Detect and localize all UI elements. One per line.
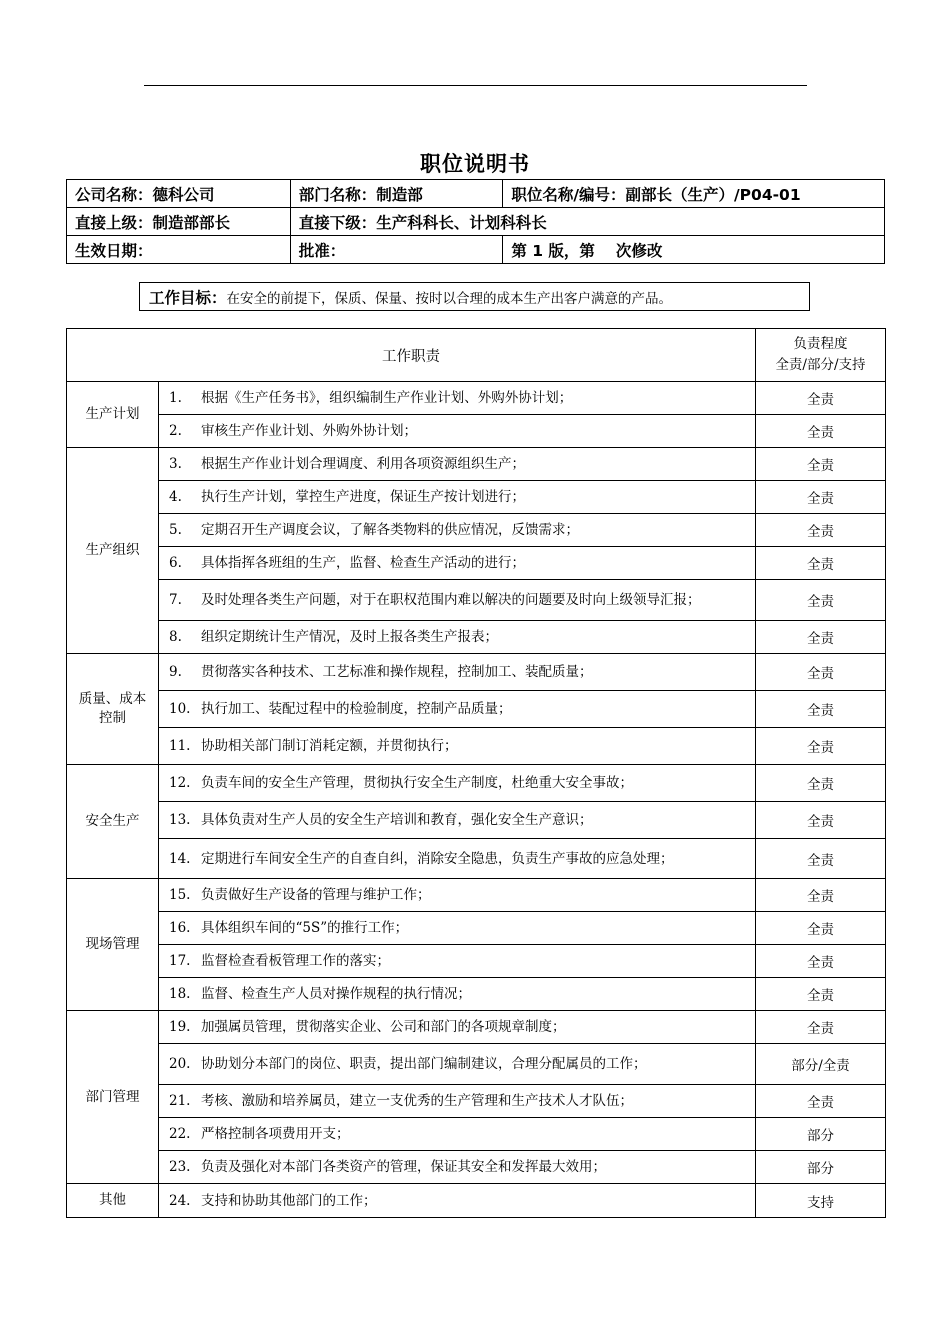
duty-responsibility-level: 全责 [756,728,886,765]
duty-number: 22. [169,1126,191,1142]
duty-number: 11. [169,738,191,754]
duty-number: 18. [169,986,191,1002]
effective-date: 生效日期： [67,236,291,264]
duty-row [67,382,886,415]
duty-task-cell [159,728,756,765]
approval: 批准： [290,236,503,264]
duty-text: 执行生产计划，掌控生产进度，保证生产按计划进行； [201,489,525,505]
duty-task-cell [159,945,756,978]
version-info: 第 1 版，第 次修改 [503,236,885,264]
duty-task-cell [159,481,756,514]
info-row [67,180,885,208]
duty-category: 部门管理 [67,1011,159,1184]
duty-responsibility-level: 全责 [756,839,886,879]
duty-responsibility-level: 全责 [756,547,886,580]
duty-number: 9. [169,664,182,680]
direct-subordinate: 直接下级：生产科科长、计划科科长 [290,208,884,236]
duty-text: 监督检查看板管理工作的落实； [201,953,390,969]
duty-row [67,547,886,580]
duty-responsibility-level: 全责 [756,1011,886,1044]
duty-row [67,580,886,621]
duty-row [67,448,886,481]
duty-number: 15. [169,887,191,903]
duty-text: 执行加工、装配过程中的检验制度，控制产品质量； [201,701,512,717]
duty-task-cell [159,415,756,448]
duty-text: 根据生产作业计划合理调度、利用各项资源组织生产； [201,456,525,472]
duty-row [67,481,886,514]
duty-row [67,415,886,448]
duty-responsibility-level: 全责 [756,514,886,547]
duty-responsibility-level: 全责 [756,945,886,978]
duty-row [67,978,886,1011]
duty-task-cell [159,912,756,945]
duty-task-cell [159,691,756,728]
duty-number: 2. [169,423,182,439]
duty-row [67,912,886,945]
duty-row [67,728,886,765]
duty-text: 监督、检查生产人员对操作规程的执行情况； [201,986,471,1002]
header-level-line-1: 负责程度 [793,336,848,352]
company-name: 公司名称：德科公司 [67,180,291,208]
duty-responsibility-level: 全责 [756,912,886,945]
duty-task-cell [159,514,756,547]
duty-number: 7. [169,592,182,608]
duty-responsibility-level: 全责 [756,654,886,691]
duty-text: 具体指挥各班组的生产，监督、检查生产活动的进行； [201,555,525,571]
duty-number: 24. [169,1192,191,1209]
duty-responsibility-level: 全责 [756,481,886,514]
duty-text: 协助划分本部门的岗位、职责，提出部门编制建议，合理分配属员的工作； [201,1056,647,1072]
duty-row [67,765,886,802]
header-responsibility [756,329,886,382]
position-name: 职位名称/编号：副部长（生产）/P04-01 [503,180,885,208]
duty-table-body [67,329,886,1218]
duty-text: 审核生产作业计划、外购外协计划； [201,423,417,439]
duty-responsibility-level: 全责 [756,448,886,481]
duty-text: 负责做好生产设备的管理与维护工作； [201,887,431,903]
duty-task-cell [159,448,756,481]
duty-number: 10. [169,701,191,717]
duty-category: 现场管理 [67,879,159,1011]
duty-text: 具体负责对生产人员的安全生产培训和教育，强化安全生产意识； [201,812,593,828]
duty-number: 13. [169,812,191,828]
duty-text: 负责车间的安全生产管理，贯彻执行安全生产制度，杜绝重大安全事故； [201,775,633,791]
duty-number: 14. [169,850,191,867]
duty-category: 生产计划 [67,382,159,448]
duty-row [67,691,886,728]
duty-task-cell [159,879,756,912]
duty-category: 生产组织 [67,448,159,654]
duty-text: 及时处理各类生产问题，对于在职权范围内难以解决的问题要及时向上级领导汇报； [201,592,701,608]
info-row [67,208,885,236]
duty-task-cell [159,1044,756,1085]
duty-task-cell [159,978,756,1011]
duty-text: 负责及强化对本部门各类资产的管理，保证其安全和发挥最大效用； [201,1159,606,1175]
duty-number: 8. [169,629,182,645]
duty-row [67,514,886,547]
duty-responsibility-level: 全责 [756,879,886,912]
duty-text: 贯彻落实各种技术、工艺标准和操作规程，控制加工、装配质量； [201,664,593,680]
duty-responsibility-level: 支持 [756,1184,886,1218]
duty-text: 严格控制各项费用开支； [201,1126,350,1142]
duty-responsibility-level: 全责 [756,415,886,448]
duty-text: 协助相关部门制订消耗定额，并贯彻执行； [201,738,458,754]
department-name: 部门名称：制造部 [290,180,503,208]
duty-task-cell [159,802,756,839]
duty-category: 质量、成本控制 [67,654,159,765]
duty-task-cell [159,1085,756,1118]
duty-row [67,1184,886,1218]
duty-text: 定期进行车间安全生产的自查自纠，消除安全隐患，负责生产事故的应急处理； [201,850,674,867]
duty-table [66,328,886,1218]
duty-number: 23. [169,1159,191,1175]
duty-number: 12. [169,775,191,791]
duty-responsibility-level: 部分 [756,1118,886,1151]
duty-task-cell [159,547,756,580]
duty-row [67,1044,886,1085]
duty-task-cell [159,621,756,654]
duty-responsibility-level: 全责 [756,691,886,728]
duty-task-cell [159,1118,756,1151]
duty-row [67,945,886,978]
direct-superior: 直接上级：制造部部长 [67,208,291,236]
duty-text: 组织定期统计生产情况，及时上报各类生产报表； [201,629,498,645]
header-duties: 工作职责 [67,329,756,382]
duty-responsibility-level: 全责 [756,765,886,802]
duty-row [67,1151,886,1184]
duty-task-cell [159,1184,756,1218]
duty-text: 加强属员管理，贯彻落实企业、公司和部门的各项规章制度； [201,1019,566,1035]
info-row [67,236,885,264]
duty-number: 17. [169,953,191,969]
duty-number: 21. [169,1093,191,1109]
duty-number: 20. [169,1056,191,1072]
duty-table-header [67,329,886,382]
duty-row [67,879,886,912]
duty-task-cell [159,1151,756,1184]
duty-text: 定期召开生产调度会议，了解各类物料的供应情况，反馈需求； [201,522,579,538]
duty-row [67,654,886,691]
duty-responsibility-level: 全责 [756,580,886,621]
duty-category: 其他 [67,1184,159,1218]
work-goal-text: 在安全的前提下，保质、保量、按时以合理的成本生产出客户满意的产品。 [226,290,673,307]
duty-responsibility-level: 部分/全责 [756,1044,886,1085]
position-info-table [66,179,885,264]
duty-number: 4. [169,489,182,505]
duty-responsibility-level: 全责 [756,621,886,654]
duty-responsibility-level: 全责 [756,802,886,839]
duty-text: 支持和协助其他部门的工作； [201,1192,377,1209]
duty-task-cell [159,1011,756,1044]
duty-text: 根据《生产任务书》，组织编制生产作业计划、外购外协计划； [201,390,573,406]
duty-number: 6. [169,555,182,571]
duty-row [67,1085,886,1118]
document-title: 职位说明书 [420,152,530,176]
duty-number: 3. [169,456,182,472]
duty-responsibility-level: 全责 [756,1085,886,1118]
work-goal-box [139,282,810,311]
duty-responsibility-level: 部分 [756,1151,886,1184]
duty-task-cell [159,765,756,802]
duty-task-cell [159,580,756,621]
duty-text: 具体组织车间的“5S”的推行工作； [201,920,409,936]
duty-task-cell [159,839,756,879]
duty-row [67,839,886,879]
duty-task-cell [159,654,756,691]
duty-task-cell [159,382,756,415]
duty-number: 1. [169,390,182,406]
duty-row [67,1011,886,1044]
duty-row [67,621,886,654]
header-rule [144,85,807,86]
duty-number: 16. [169,920,191,936]
duty-category: 安全生产 [67,765,159,879]
work-goal-label: 工作目标： [149,288,227,307]
duty-number: 19. [169,1019,191,1035]
duty-number: 5. [169,522,182,538]
header-level-line-2: 全责/部分/支持 [775,357,866,373]
duty-text: 考核、激励和培养属员，建立一支优秀的生产管理和生产技术人才队伍； [201,1093,633,1109]
duty-row [67,1118,886,1151]
duty-responsibility-level: 全责 [756,978,886,1011]
duty-responsibility-level: 全责 [756,382,886,415]
duty-row [67,802,886,839]
